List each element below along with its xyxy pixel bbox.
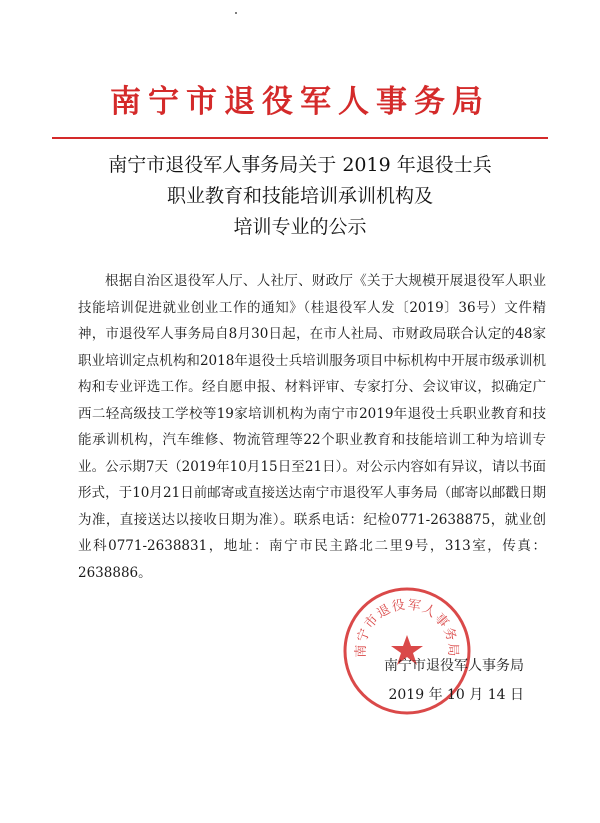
title-line-3: 培训专业的公示 <box>233 216 367 238</box>
scan-dot <box>235 12 237 14</box>
signature-block <box>384 652 524 710</box>
letterhead-rule <box>52 137 548 139</box>
signature-org: 南宁市退役军人事务局 <box>384 658 524 674</box>
title-line-2: 职业教育和技能培训承训机构及 <box>166 185 433 207</box>
document-body <box>78 268 546 586</box>
seal-text: 南宁市退役军人事务局 <box>353 597 461 658</box>
document-title <box>40 150 560 243</box>
letterhead-title: 南宁市退役军人事务局 <box>110 84 490 120</box>
signature-date: 2019 年 10 月 14 日 <box>388 687 524 703</box>
title-line-1: 南宁市退役军人事务局关于 2019 年退役士兵 <box>108 154 492 176</box>
body-paragraph: 根据自治区退役军人厅、人社厅、财政厅《关于大规模开展退役军人职业技能培训促进就业创业工作的通知》（桂退役军人发〔2019〕36号）文件精神，市退役军人事务局自8月30日起，在市人社局、市财政局联合认定的48家职业培训定点机构和2018年退役士兵培训服务项目中标机构中开展市级承训机构和专业评选工作。经自愿申报、材料评审、专家打分、会议审议，拟确定广西二轻高级技工学校等19家培训机构为南宁市2019年退役士兵职业教育和技能承训机构，汽车维修、物流管理等22个职业教育和技能培训工种为培训专业。公示期7天（2019年10月15日至21日）。对公示内容如有异议，请以书面形式，于10月21日前邮寄或直接送达南宁市退役军人事务局（邮寄以邮戳日期为准，直接送达以接收日期为准）。联系电话：纪检0771-2638875，就业创业科0771-2638831，地址：南宁市民主路北二里9号，313室，传真：2638886。 <box>78 273 546 581</box>
